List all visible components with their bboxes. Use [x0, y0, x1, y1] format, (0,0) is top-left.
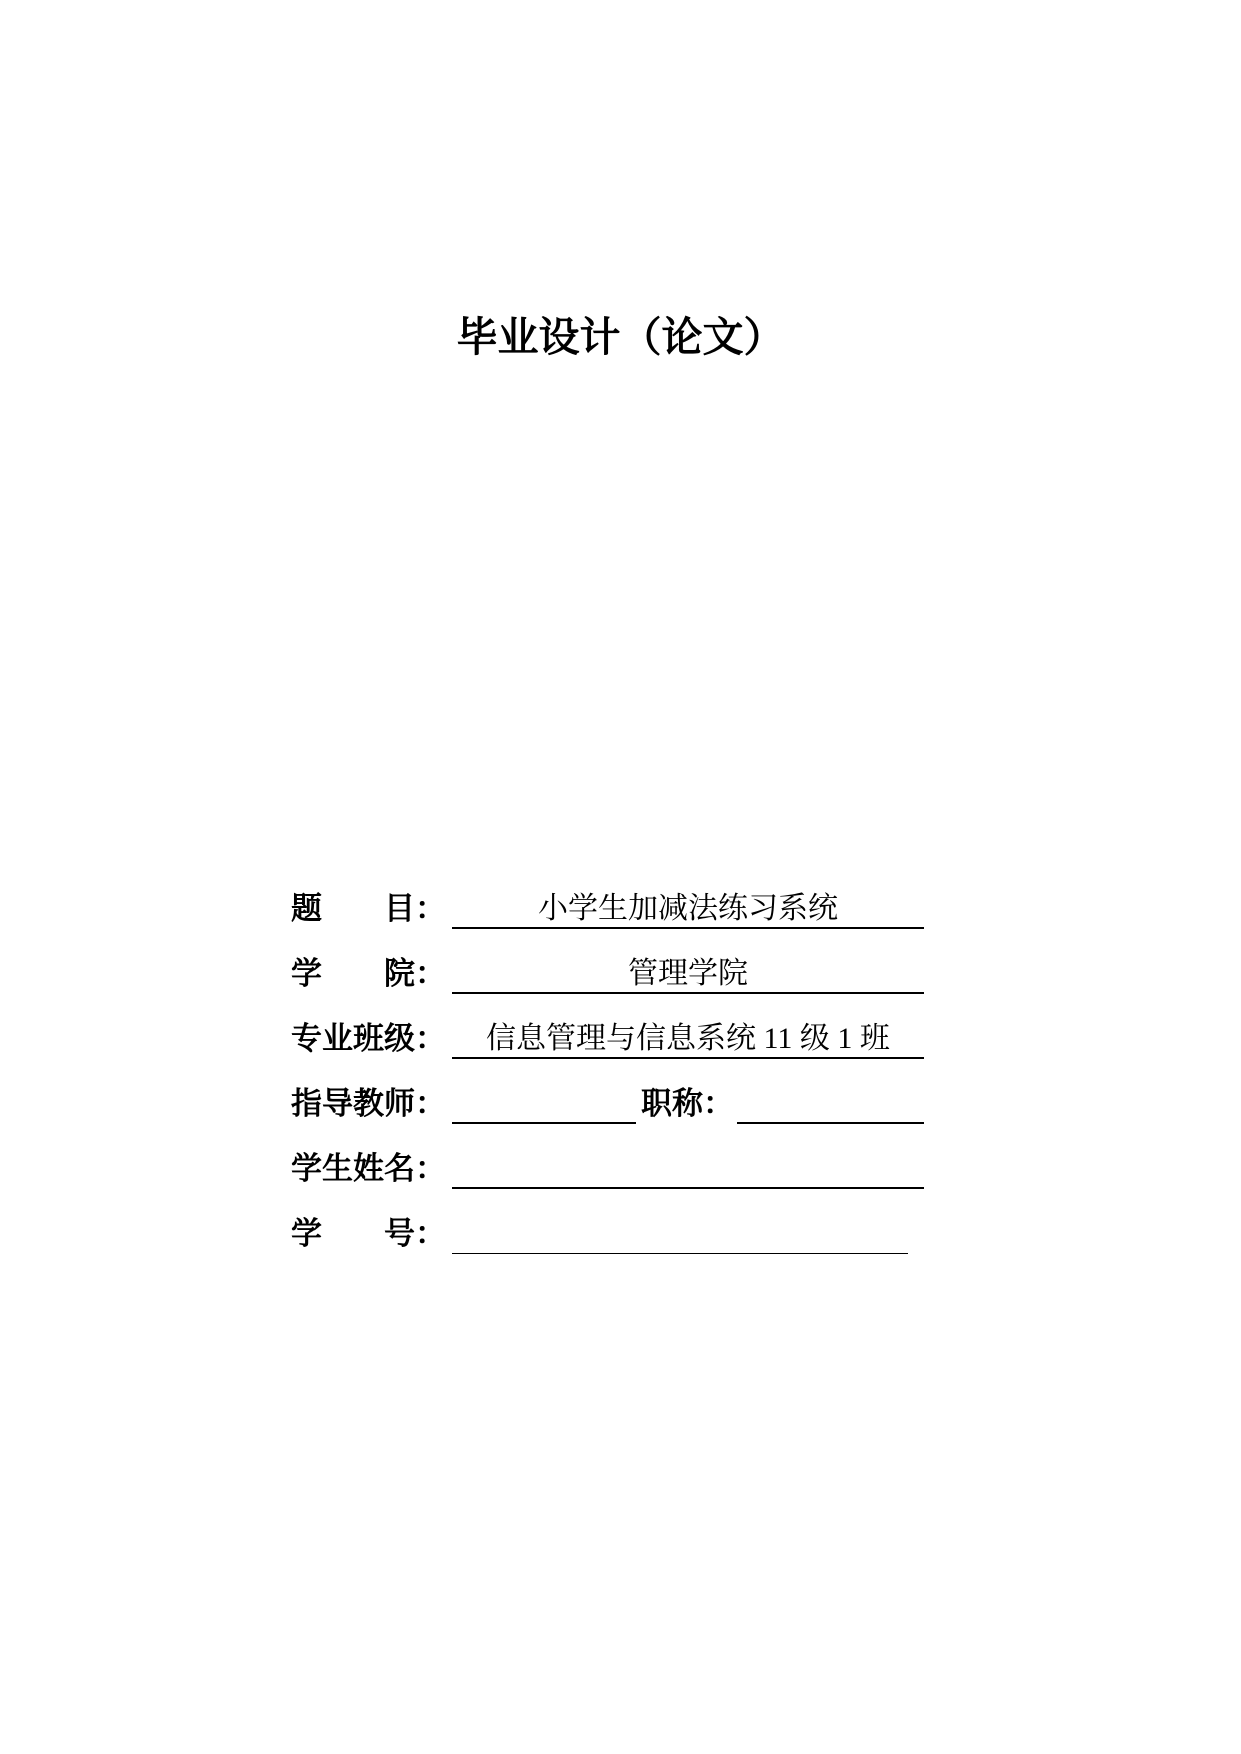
advisor-row	[291, 1086, 931, 1151]
advisor-title-label: 职称：	[641, 1086, 734, 1121]
cover-info-block	[291, 891, 931, 1281]
student-id-row	[291, 1216, 931, 1281]
major-class-label: 专业班级：	[291, 1021, 446, 1056]
student-name-row	[291, 1151, 931, 1216]
topic-row	[291, 891, 931, 956]
advisor-value-line	[452, 1086, 636, 1124]
document-title: 毕业设计（论文）	[456, 314, 785, 360]
college-label: 学 院：	[291, 956, 446, 991]
college-row	[291, 956, 931, 1021]
advisor-label: 指导教师：	[291, 1086, 446, 1121]
major-class-value: 信息管理与信息系统 11 级 1 班	[452, 1021, 924, 1059]
student-id-value-line	[452, 1216, 908, 1254]
topic-value: 小学生加减法练习系统	[452, 891, 924, 929]
topic-label: 题 目：	[291, 891, 446, 926]
college-value: 管理学院	[452, 956, 924, 994]
student-name-value-line	[452, 1151, 924, 1189]
student-id-label: 学 号：	[291, 1216, 446, 1251]
advisor-title-value-line	[737, 1086, 924, 1124]
major-class-row	[291, 1021, 931, 1086]
student-name-label: 学生姓名：	[291, 1151, 446, 1186]
